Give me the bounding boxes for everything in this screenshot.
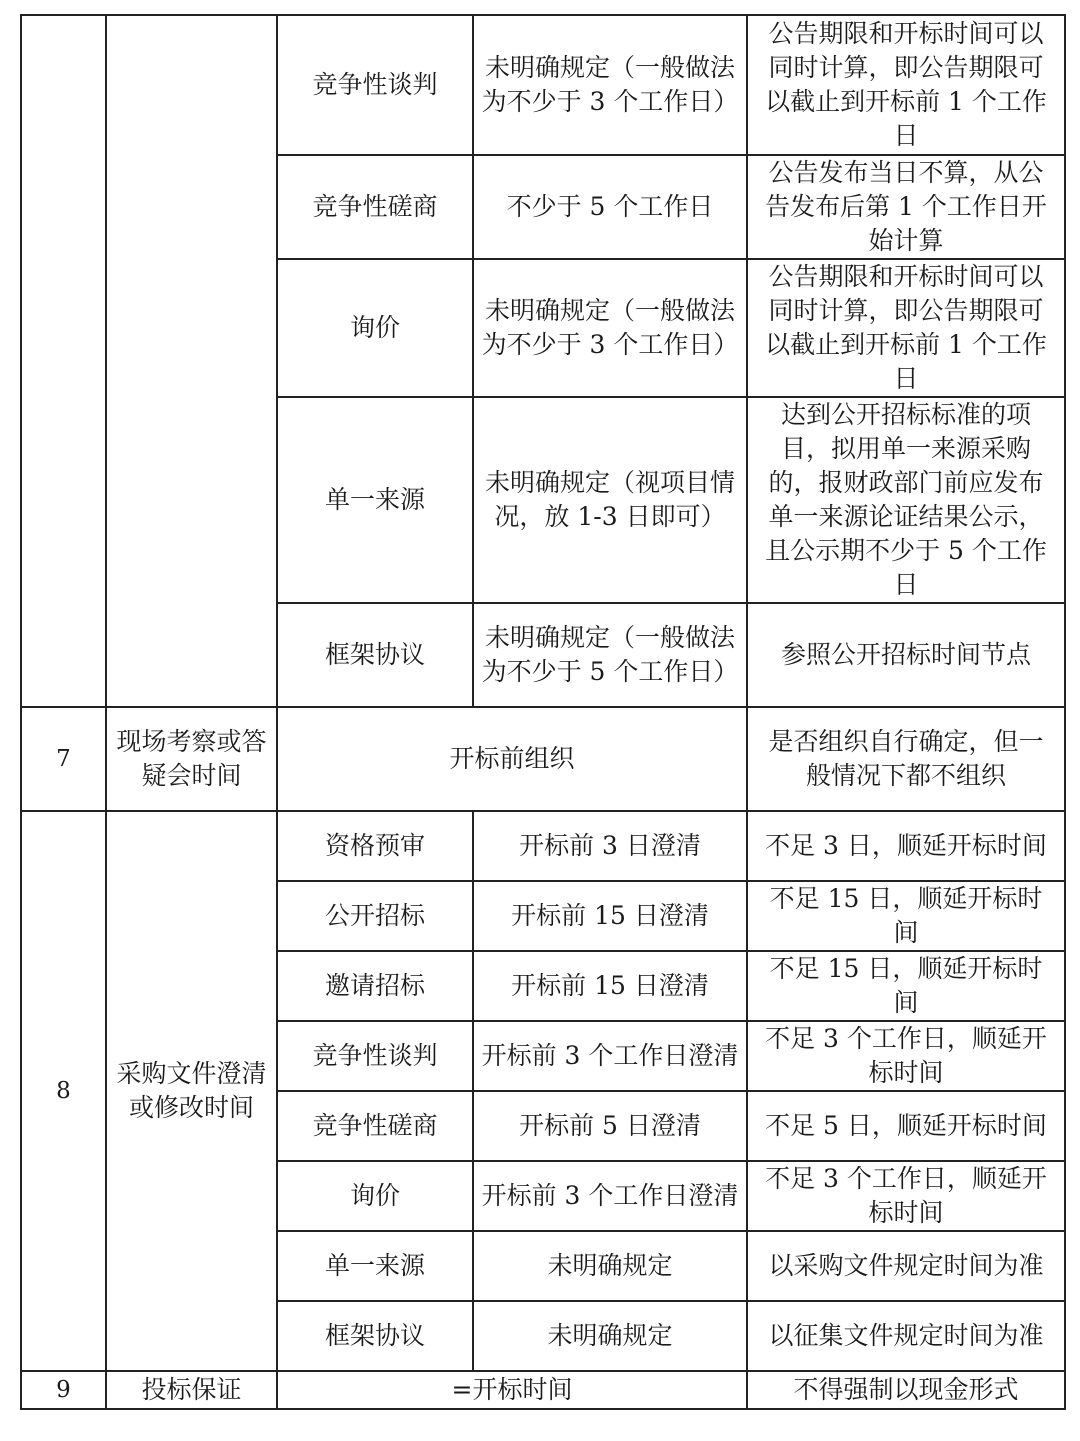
method-cell: 资格预审 (277, 811, 473, 881)
time-cell: 不少于 5 个工作日 (473, 155, 747, 259)
note-cell: 达到公开招标标准的项目，拟用单一来源采购的，报财政部门前应发布单一来源论证结果公示，且公示期不少于 5 个工作日 (747, 397, 1065, 603)
note-cell: 不足 3 日，顺延开标时间 (747, 811, 1065, 881)
time-cell: 未明确规定（一般做法为不少于 5 个工作日） (473, 603, 747, 707)
note-cell: 公告发布当日不算，从公告发布后第 1 个工作日开始计算 (747, 155, 1065, 259)
method-cell: 询价 (277, 259, 473, 397)
section-item-cell: 投标保证 (106, 1371, 277, 1409)
note-cell: 不得强制以现金形式 (747, 1371, 1065, 1409)
method-cell: 竞争性磋商 (277, 155, 473, 259)
table-row (21, 1371, 1065, 1409)
method-cell: 单一来源 (277, 1231, 473, 1301)
time-cell: 未明确规定（视项目情况，放 1-3 日即可） (473, 397, 747, 603)
method-cell: 公开招标 (277, 881, 473, 951)
note-cell: 以采购文件规定时间为准 (747, 1231, 1065, 1301)
table-row (21, 707, 1065, 811)
table-row (21, 811, 1065, 881)
section-item-cell: 采购文件澄清或修改时间 (106, 811, 277, 1371)
procurement-timeline-table (20, 14, 1066, 1410)
time-cell: 开标前 3 个工作日澄清 (473, 1021, 747, 1091)
method-cell: 竞争性谈判 (277, 1021, 473, 1091)
time-cell: 未明确规定 (473, 1231, 747, 1301)
method-cell: 单一来源 (277, 397, 473, 603)
time-cell: 开标前 5 日澄清 (473, 1091, 747, 1161)
note-cell: 不足 3 个工作日，顺延开标时间 (747, 1161, 1065, 1231)
section-number-cell (21, 15, 106, 707)
section-number-cell: 8 (21, 811, 106, 1371)
section-number-cell: 7 (21, 707, 106, 811)
method-cell: 竞争性谈判 (277, 15, 473, 155)
table-row (21, 15, 1065, 155)
note-cell: 公告期限和开标时间可以同时计算，即公告期限可以截止到开标前 1 个工作日 (747, 259, 1065, 397)
method-cell: 竞争性磋商 (277, 1091, 473, 1161)
time-cell: 开标前组织 (277, 707, 747, 811)
note-cell: 参照公开招标时间节点 (747, 603, 1065, 707)
note-cell: 以征集文件规定时间为准 (747, 1301, 1065, 1371)
method-cell: 询价 (277, 1161, 473, 1231)
section-item-cell (106, 15, 277, 707)
note-cell: 是否组织自行确定，但一般情况下都不组织 (747, 707, 1065, 811)
note-cell: 不足 5 日，顺延开标时间 (747, 1091, 1065, 1161)
time-cell: =开标时间 (277, 1371, 747, 1409)
time-cell: 开标前 3 日澄清 (473, 811, 747, 881)
note-cell: 不足 15 日，顺延开标时间 (747, 881, 1065, 951)
method-cell: 框架协议 (277, 603, 473, 707)
method-cell: 邀请招标 (277, 951, 473, 1021)
time-cell: 未明确规定（一般做法为不少于 3 个工作日） (473, 259, 747, 397)
method-cell: 框架协议 (277, 1301, 473, 1371)
time-cell: 开标前 15 日澄清 (473, 881, 747, 951)
time-cell: 开标前 3 个工作日澄清 (473, 1161, 747, 1231)
note-cell: 不足 15 日，顺延开标时间 (747, 951, 1065, 1021)
note-cell: 不足 3 个工作日，顺延开标时间 (747, 1021, 1065, 1091)
section-number-cell: 9 (21, 1371, 106, 1409)
time-cell: 未明确规定（一般做法为不少于 3 个工作日） (473, 15, 747, 155)
section-item-cell: 现场考察或答疑会时间 (106, 707, 277, 811)
time-cell: 开标前 15 日澄清 (473, 951, 747, 1021)
note-cell: 公告期限和开标时间可以同时计算，即公告期限可以截止到开标前 1 个工作日 (747, 15, 1065, 155)
time-cell: 未明确规定 (473, 1301, 747, 1371)
